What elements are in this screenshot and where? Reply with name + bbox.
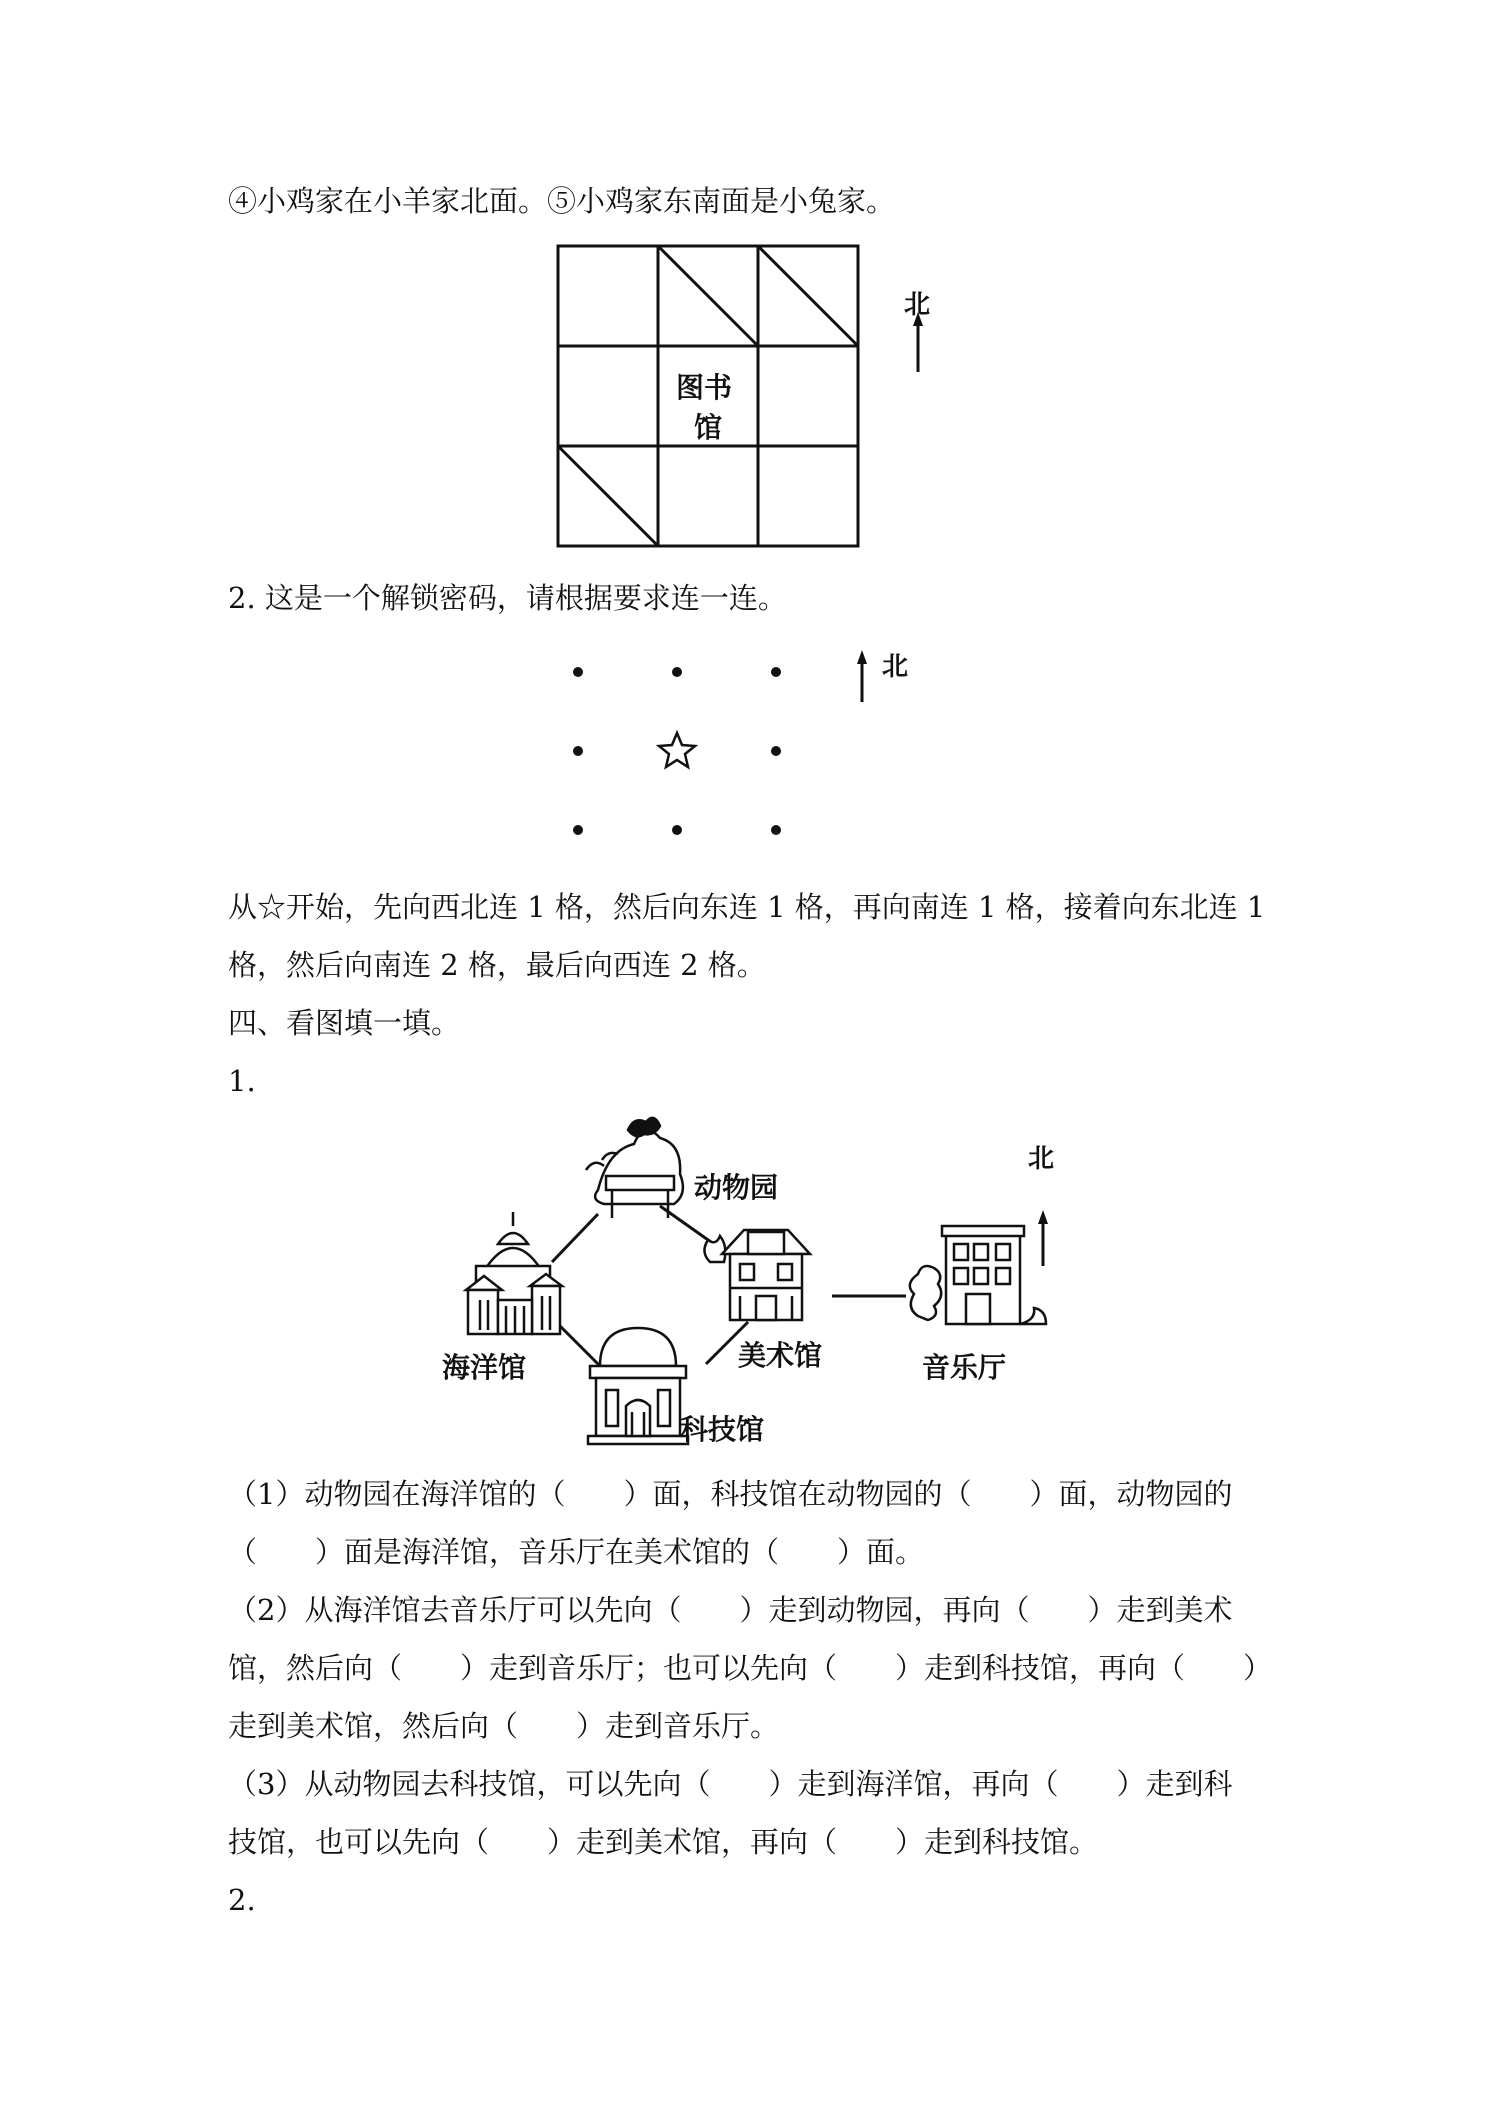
- section4-title: 四、看图填一填。: [228, 1006, 461, 1040]
- item2-number: 2.: [228, 1883, 256, 1917]
- science-museum-icon: [588, 1328, 688, 1444]
- art-museum-icon: [704, 1230, 810, 1320]
- north-label-grid: 北: [904, 290, 931, 320]
- q2-line-3: 走到美术馆，然后向（ ）走到音乐厅。: [228, 1709, 780, 1743]
- label-concert-hall: 音乐厅: [922, 1351, 1007, 1384]
- grid-label-library-2: 馆: [694, 411, 723, 444]
- label-science-museum: 科技馆: [680, 1413, 765, 1446]
- q2-instruction-2: 格，然后向南连 2 格，最后向西连 2 格。: [228, 948, 766, 982]
- concert-hall-icon: [910, 1226, 1046, 1324]
- map-north-label: 北: [1028, 1144, 1055, 1174]
- q2-title: 2. 这是一个解锁密码，请根据要求连一连。: [228, 581, 787, 615]
- q1-line-1: （1）动物园在海洋馆的（ ）面，科技馆在动物园的（ ）面，动物园的: [228, 1477, 1233, 1511]
- item1-number: 1.: [228, 1064, 256, 1098]
- zoo-icon: [586, 1118, 683, 1218]
- label-ocean-hall: 海洋馆: [442, 1351, 527, 1384]
- q3-line-1: （3）从动物园去科技馆，可以先向（ ）走到海洋馆，再向（ ）走到科: [228, 1767, 1233, 1801]
- q3-line-2: 技馆，也可以先向（ ）走到美术馆，再向（ ）走到科技馆。: [228, 1825, 1099, 1859]
- label-zoo: 动物园: [694, 1171, 779, 1204]
- q2-instruction-1: 从☆开始，先向西北连 1 格，然后向东连 1 格，再向南连 1 格，接着向东北连 1: [228, 890, 1266, 924]
- north-label-dots: 北: [882, 652, 909, 682]
- q1-line-2: （ ）面是海洋馆，音乐厅在美术馆的（ ）面。: [228, 1535, 925, 1569]
- grid-label-library-1: 图书: [676, 371, 733, 404]
- q2-line-1: （2）从海洋馆去音乐厅可以先向（ ）走到动物园，再向（ ）走到美术: [228, 1593, 1233, 1627]
- ocean-hall-icon: [466, 1212, 562, 1334]
- statement-line: ④小鸡家在小羊家北面。⑤小鸡家东南面是小兔家。: [228, 184, 896, 218]
- q2-line-2: 馆，然后向（ ）走到音乐厅；也可以先向（ ）走到科技馆，再向（ ）: [228, 1651, 1273, 1685]
- label-art-museum: 美术馆: [738, 1339, 823, 1372]
